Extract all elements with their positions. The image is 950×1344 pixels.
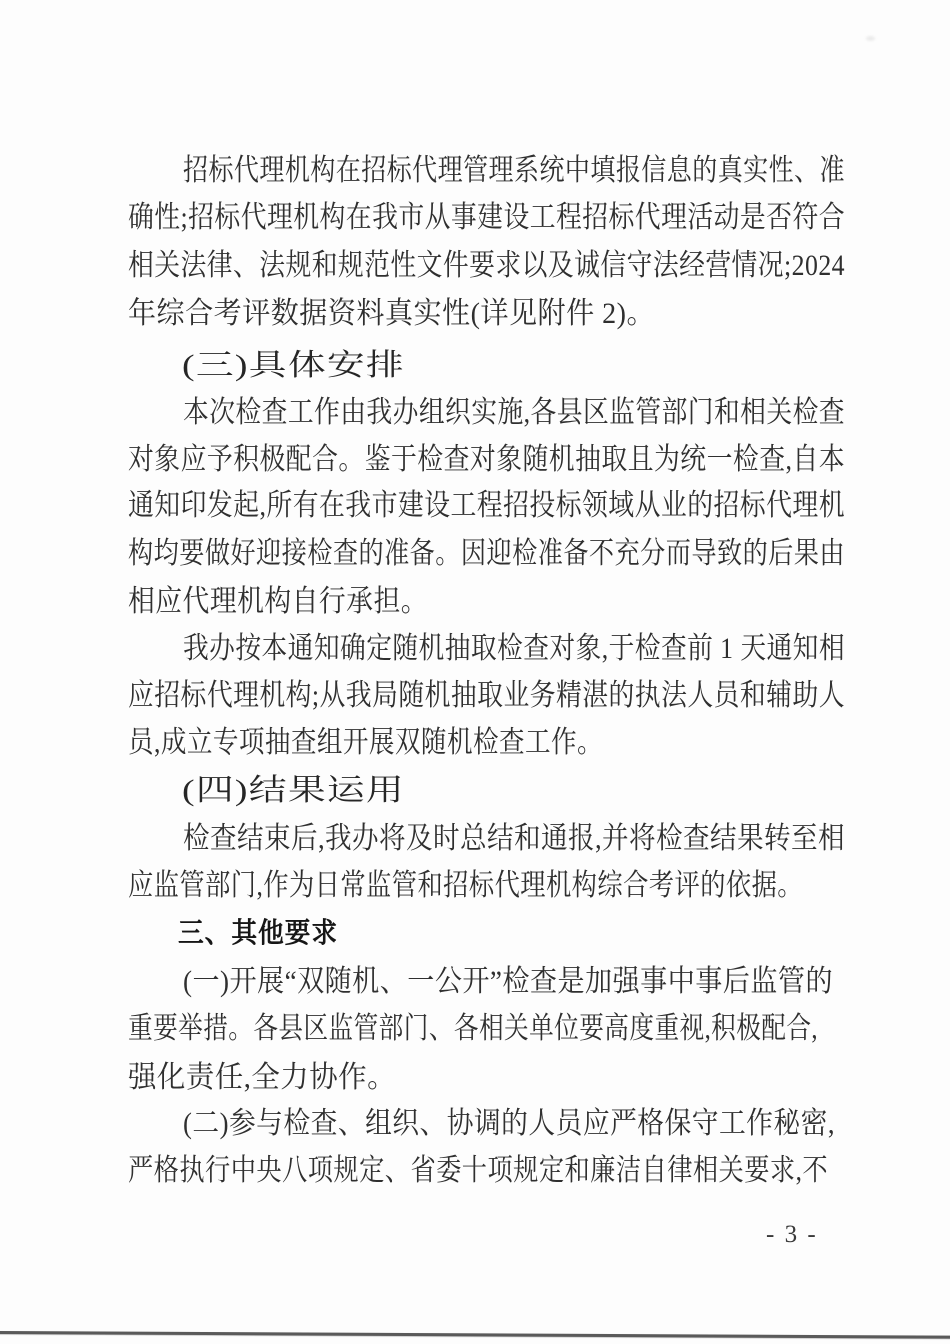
paragraph-line: 检查结束后,我办将及时总结和通报,并将检查结果转至相 xyxy=(183,822,845,855)
paragraph-line: 员,成立专项抽查组开展双随机检查工作。 xyxy=(128,726,603,759)
paragraph-line: (二)参与检查、组织、协调的人员应严格保守工作秘密, xyxy=(183,1107,835,1140)
paragraph-line: 年综合考评数据资料真实性(详见附件 2)。 xyxy=(128,297,655,330)
section-heading: 三、其他要求 xyxy=(178,917,338,948)
paragraph-line: 重要举措。各县区监管部门、各相关单位要高度重视,积极配合, xyxy=(128,1012,818,1045)
paragraph-line: 招标代理机构在招标代理管理系统中填报信息的真实性、准 xyxy=(183,154,845,187)
paragraph-line: 本次检查工作由我办组织实施,各县区监管部门和相关检查 xyxy=(183,396,845,429)
paragraph-line: 相关法律、法规和规范性文件要求以及诚信守法经营情况;2024 xyxy=(128,249,845,282)
paragraph-line: 构均要做好迎接检查的准备。因迎检准备不充分而导致的后果由 xyxy=(128,537,845,570)
paragraph-line: 相应代理机构自行承担。 xyxy=(128,585,428,618)
paragraph-line: 对象应予积极配合。鉴于检查对象随机抽取且为统一检查,自本 xyxy=(128,443,845,476)
paragraph-line: (一)开展“双随机、一公开”检查是加强事中事后监管的 xyxy=(183,965,833,998)
page-number: - 3 - xyxy=(766,1221,818,1248)
paragraph-line: 我办按本通知确定随机抽取检查对象,于检查前 1 天通知相 xyxy=(183,632,845,665)
subsection-heading: (四)结果运用 xyxy=(182,774,405,807)
paragraph-line: 强化责任,全力协作。 xyxy=(128,1061,396,1094)
paragraph-line: 应招标代理机构;从我局随机抽取业务精湛的执法人员和辅助人 xyxy=(128,679,845,712)
paragraph-line: 应监管部门,作为日常监管和招标代理机构综合考评的依据。 xyxy=(128,869,803,902)
paragraph-line: 严格执行中央八项规定、省委十项规定和廉洁自律相关要求,不 xyxy=(128,1154,828,1187)
paragraph-line: 确性;招标代理机构在我市从事建设工程招标代理活动是否符合 xyxy=(128,201,845,234)
subsection-heading: (三)具体安排 xyxy=(182,349,405,382)
paragraph-line: 通知印发起,所有在我市建设工程招投标领域从业的招标代理机 xyxy=(128,489,845,522)
scan-artifact xyxy=(866,36,875,41)
scan-edge-line xyxy=(0,1331,950,1338)
